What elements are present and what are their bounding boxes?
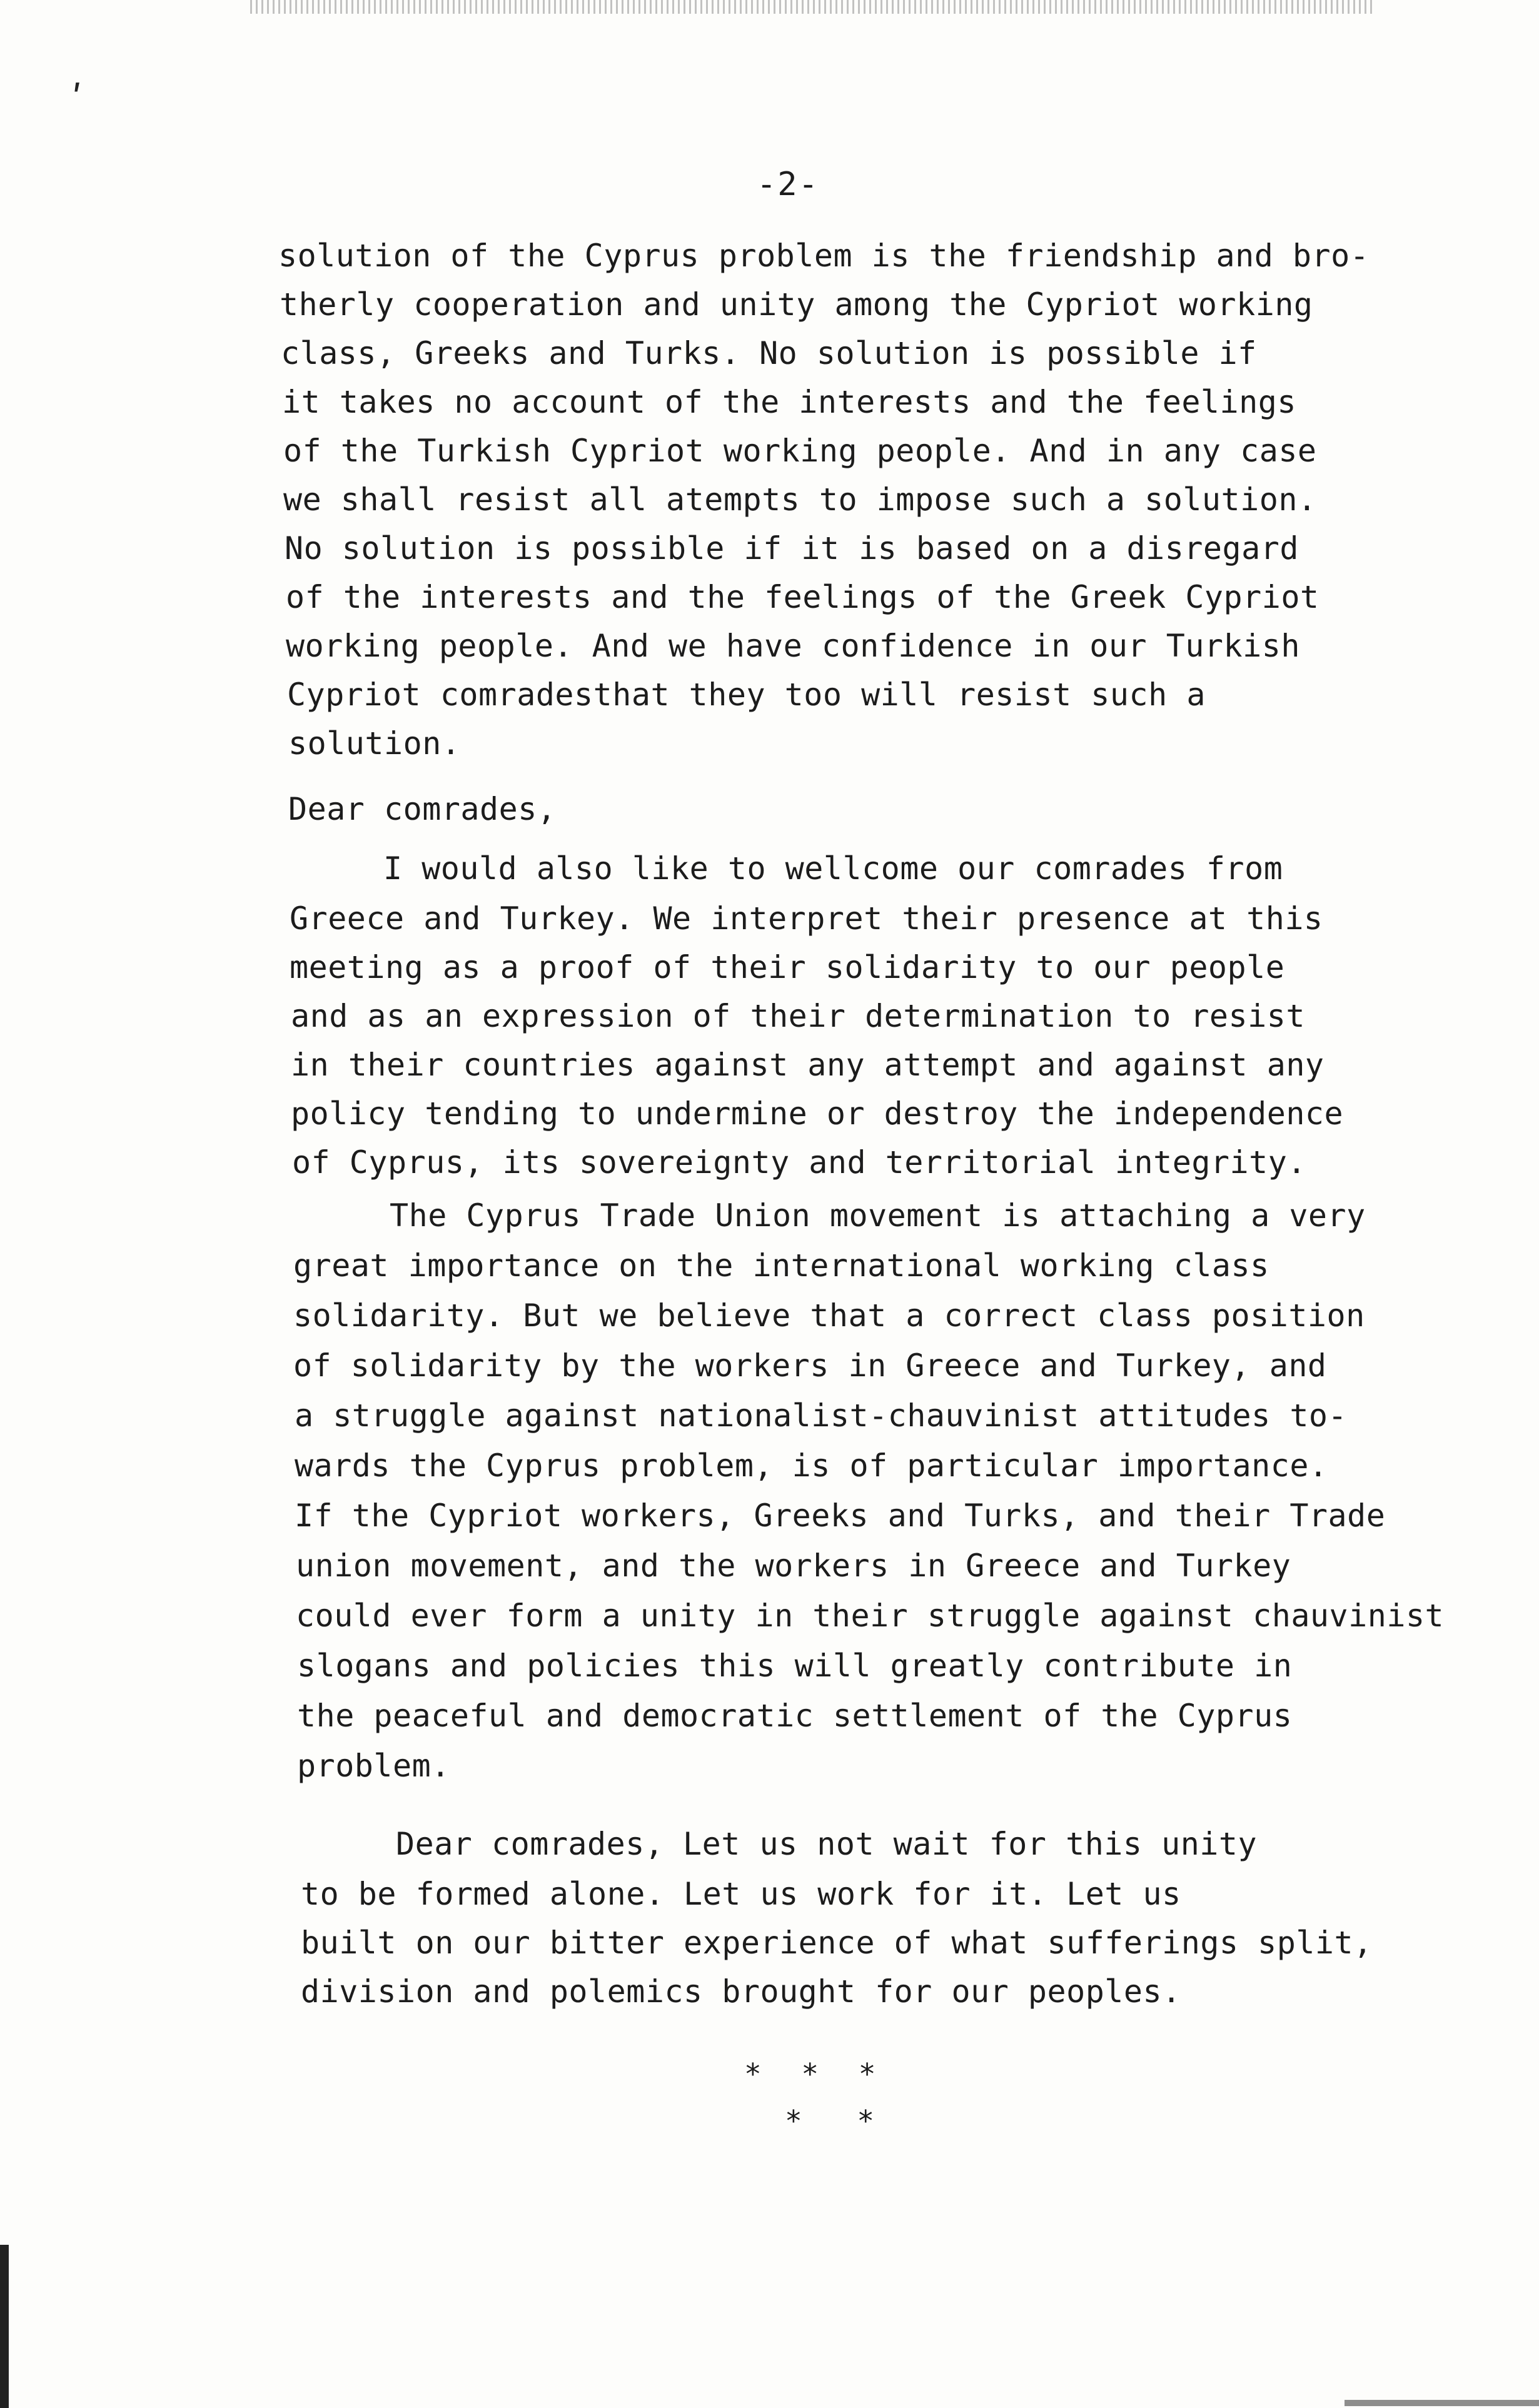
paragraph-4-line: division and polemics brought for our peoples.: [301, 1973, 1181, 2010]
paragraph-1-line: solution of the Cyprus problem is the friendship and bro-: [278, 238, 1370, 274]
paragraph-3-line: problem.: [297, 1748, 450, 1784]
paragraph-4-line: Dear comrades, Let us not wait for this unity: [396, 1826, 1258, 1862]
page-number: -2-: [757, 166, 819, 203]
paragraph-2-line: Greece and Turkey. We interpret their presence at this: [290, 900, 1323, 937]
paragraph-3-line: the peaceful and democratic settlement of the Cyprus: [297, 1698, 1293, 1734]
paragraph-3-line: If the Cypriot workers, Greeks and Turks, and their Trade: [295, 1498, 1386, 1534]
salutation: Dear comrades,: [288, 791, 557, 827]
paragraph-3-line: could ever form a unity in their struggle against chauvinist: [296, 1598, 1445, 1634]
scan-artifact-bottom: [1345, 2400, 1539, 2406]
paragraph-1-line: No solution is possible if it is based on a disregard: [285, 530, 1299, 567]
paragraph-3-line: slogans and policies this will greatly contribute in: [297, 1648, 1293, 1684]
paragraph-1-line: class, Greeks and Turks. No solution is possible if: [281, 335, 1257, 371]
asterisk-separator-row-2: * *: [785, 2104, 894, 2138]
paragraph-1-line: solution.: [288, 725, 461, 762]
scan-edge-shadow: [0, 2245, 9, 2408]
paragraph-1-line: working people. And we have confidence in our Turkish: [286, 628, 1300, 664]
scan-artifact-top: [250, 0, 1376, 14]
paragraph-1-line: it takes no account of the interests and the feelings: [282, 384, 1296, 420]
paragraph-2-line: and as an expression of their determination to resist: [291, 998, 1305, 1034]
handwritten-mark: ʹ: [66, 78, 89, 122]
paragraph-1-line: Cypriot comradesthat they too will resist such a: [287, 677, 1206, 713]
paragraph-3-line: great importance on the international working class: [293, 1247, 1269, 1284]
paragraph-1-line: we shall resist all atempts to impose such a solution.: [283, 481, 1317, 518]
paragraph-2-line: of Cyprus, its sovereignty and territorial integrity.: [292, 1144, 1306, 1181]
paragraph-3-line: The Cyprus Trade Union movement is attaching a very: [390, 1197, 1366, 1234]
asterisk-separator-row-1: * * *: [744, 2057, 887, 2091]
paragraph-2-line: I would also like to wellcome our comrades from: [383, 850, 1283, 887]
paragraph-2-line: meeting as a proof of their solidarity to our people: [290, 949, 1285, 985]
paragraph-2-line: in their countries against any attempt and against any: [291, 1047, 1325, 1083]
paragraph-4-line: built on our bitter experience of what sufferings split,: [301, 1925, 1373, 1961]
paragraph-3-line: of solidarity by the workers in Greece and Turkey, and: [293, 1348, 1327, 1384]
paragraph-3-line: union movement, and the workers in Greece and Turkey: [296, 1548, 1291, 1584]
paragraph-3-line: wards the Cyprus problem, is of particular importance.: [295, 1448, 1328, 1484]
paragraph-4-line: to be formed alone. Let us work for it. Let us: [301, 1876, 1181, 1912]
paragraph-1-line: of the Turkish Cypriot working people. And in any case: [283, 433, 1317, 469]
paragraph-1-line: of the interests and the feelings of the Greek Cypriot: [286, 579, 1320, 615]
paragraph-3-line: solidarity. But we believe that a correct class position: [293, 1297, 1365, 1334]
paragraph-1-line: therly cooperation and unity among the Cypriot working: [280, 286, 1313, 323]
paragraph-3-line: a struggle against nationalist-chauvinist attitudes to-: [295, 1398, 1348, 1434]
paragraph-2-line: policy tending to undermine or destroy the independence: [291, 1096, 1344, 1132]
